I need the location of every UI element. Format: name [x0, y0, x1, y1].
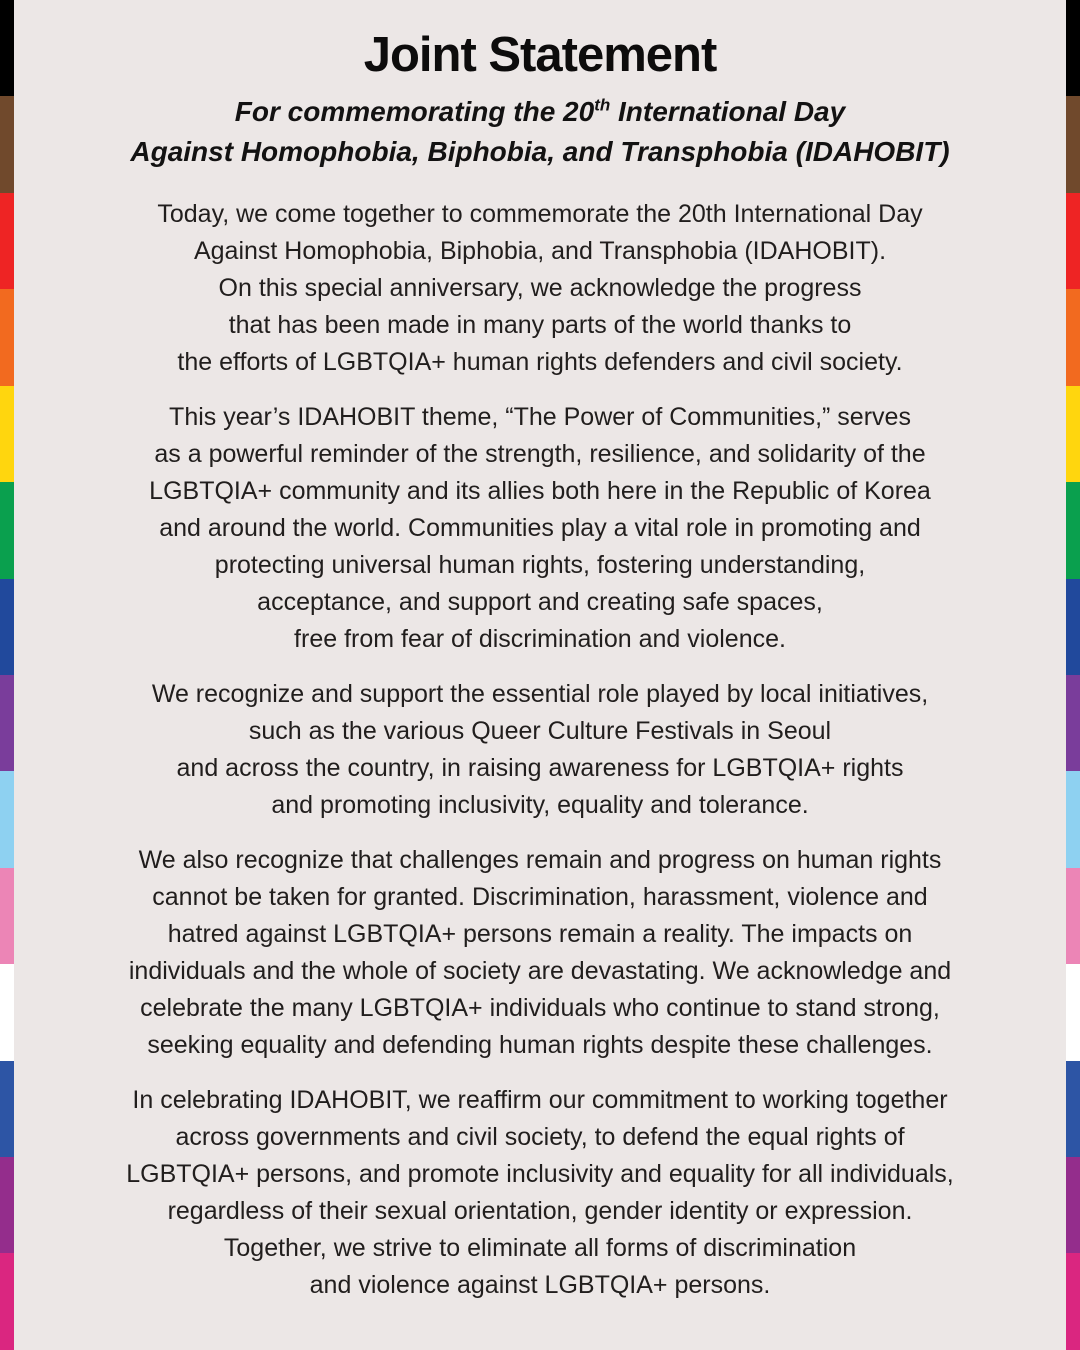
subtitle-line1-suffix: International Day	[610, 96, 846, 127]
paragraph-line: LGBTQIA+ persons, and promote inclusivity and equality for all individuals,	[126, 1160, 954, 1188]
stripe-bi-purple	[1066, 1157, 1080, 1253]
stripe-brown	[0, 96, 14, 192]
paragraph-line: the efforts of LGBTQIA+ human rights defenders and civil society.	[177, 348, 903, 376]
paragraph-line: protecting universal human rights, fostering understanding,	[214, 551, 866, 579]
stripe-black	[0, 0, 14, 96]
statement-body	[14, 196, 1066, 1304]
stripe-orange	[0, 289, 14, 385]
stripe-green	[0, 482, 14, 578]
subtitle-superscript: th	[594, 95, 611, 115]
stripe-dark-blue	[1066, 579, 1080, 675]
paragraph-line: and around the world. Communities play a vital role in promoting and	[159, 514, 921, 542]
paragraph-line: free from fear of discrimination and violence.	[294, 625, 786, 653]
stripe-white	[1066, 964, 1080, 1060]
subtitle	[14, 92, 1066, 172]
stripe-black	[1066, 0, 1080, 96]
subtitle-line1-prefix: For commemorating the 20	[234, 96, 595, 127]
paragraph-line: Together, we strive to eliminate all forms of discrimination	[223, 1234, 857, 1262]
paragraph-line: regardless of their sexual orientation, gender identity or expression.	[167, 1197, 913, 1225]
stripe-white	[0, 964, 14, 1060]
paragraph-5	[14, 1082, 1066, 1304]
paragraph-line: individuals and the whole of society are devastating. We acknowledge and	[128, 957, 952, 985]
paragraph-line: Today, we come together to commemorate the 20th International Day	[157, 200, 923, 228]
stripe-red	[0, 193, 14, 289]
stripe-trans-pink	[1066, 868, 1080, 964]
paragraph-line: celebrate the many LGBTQIA+ individuals who continue to stand strong,	[140, 994, 940, 1022]
paragraph-line: We also recognize that challenges remain and progress on human rights	[138, 846, 942, 874]
stripe-trans-light-blue	[1066, 771, 1080, 867]
page-title: Joint Statement	[363, 28, 717, 82]
paragraph-2	[14, 399, 1066, 658]
paragraph-line: This year’s IDAHOBIT theme, “The Power of Communities,” serves	[169, 403, 911, 431]
stripe-bi-purple	[0, 1157, 14, 1253]
paragraph-line: across governments and civil society, to defend the equal rights of	[175, 1123, 905, 1151]
stripe-red	[1066, 193, 1080, 289]
paragraph-line: and across the country, in raising awareness for LGBTQIA+ rights	[176, 754, 904, 782]
paragraph-line: hatred against LGBTQIA+ persons remain a reality. The impacts on	[167, 920, 913, 948]
paragraph-line: as a powerful reminder of the strength, resilience, and solidarity of the	[154, 440, 926, 468]
stripe-bi-blue	[0, 1061, 14, 1157]
paragraph-line: On this special anniversary, we acknowledge the progress	[218, 274, 862, 302]
subtitle-line-1	[14, 92, 1066, 132]
stripe-yellow	[1066, 386, 1080, 482]
pride-flag-stripe-right	[1066, 0, 1080, 1350]
stripe-green	[1066, 482, 1080, 578]
stripe-dark-blue	[0, 579, 14, 675]
stripe-trans-pink	[0, 868, 14, 964]
stripe-brown	[1066, 96, 1080, 192]
paragraph-line: Against Homophobia, Biphobia, and Transphobia (IDAHOBIT).	[193, 237, 887, 265]
stripe-bi-magenta	[1066, 1253, 1080, 1349]
paragraph-line: We recognize and support the essential role played by local initiatives,	[151, 680, 929, 708]
paragraph-line: seeking equality and defending human rights despite these challenges.	[147, 1031, 933, 1059]
pride-flag-stripe-left	[0, 0, 14, 1350]
stripe-bi-blue	[1066, 1061, 1080, 1157]
paragraph-line: and violence against LGBTQIA+ persons.	[309, 1271, 771, 1299]
subtitle-line-2: Against Homophobia, Biphobia, and Transphobia (IDAHOBIT)	[130, 136, 950, 167]
stripe-trans-light-blue	[0, 771, 14, 867]
paragraph-line: that has been made in many parts of the world thanks to	[228, 311, 852, 339]
paragraph-3	[14, 676, 1066, 824]
stripe-purple	[1066, 675, 1080, 771]
paragraph-4	[14, 842, 1066, 1064]
paragraph-1	[14, 196, 1066, 381]
stripe-bi-magenta	[0, 1253, 14, 1349]
paragraph-line: In celebrating IDAHOBIT, we reaffirm our commitment to working together	[132, 1086, 948, 1114]
paragraph-line: LGBTQIA+ community and its allies both here in the Republic of Korea	[149, 477, 931, 505]
paragraph-line: such as the various Queer Culture Festivals in Seoul	[248, 717, 832, 745]
paragraph-line: and promoting inclusivity, equality and tolerance.	[271, 791, 809, 819]
stripe-yellow	[0, 386, 14, 482]
paragraph-line: acceptance, and support and creating safe spaces,	[257, 588, 823, 616]
stripe-purple	[0, 675, 14, 771]
paragraph-line: cannot be taken for granted. Discrimination, harassment, violence and	[152, 883, 928, 911]
stripe-orange	[1066, 289, 1080, 385]
statement-document	[14, 0, 1066, 1350]
